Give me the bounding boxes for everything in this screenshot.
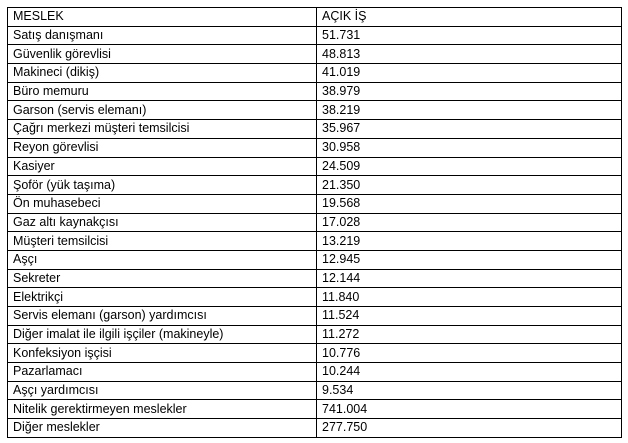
table-row <box>8 101 622 120</box>
table-row <box>8 194 622 213</box>
occupation-cell: Güvenlik görevlisi <box>8 45 317 64</box>
table-row <box>8 138 622 157</box>
open-positions-cell: 38.979 <box>317 82 622 101</box>
open-positions-cell: 17.028 <box>317 213 622 232</box>
occupation-cell: Konfeksiyon işçisi <box>8 344 317 363</box>
table-row <box>8 307 622 326</box>
occupation-vacancy-table <box>7 7 622 438</box>
occupation-cell: Aşçı yardımcısı <box>8 381 317 400</box>
table-row <box>8 381 622 400</box>
occupation-cell: Diğer meslekler <box>8 419 317 438</box>
table-header-row <box>8 8 622 27</box>
table-row <box>8 120 622 139</box>
table-row <box>8 176 622 195</box>
open-positions-cell: 10.776 <box>317 344 622 363</box>
table-row <box>8 269 622 288</box>
table-row <box>8 400 622 419</box>
table-row <box>8 419 622 438</box>
occupation-cell: Şoför (yük taşıma) <box>8 176 317 195</box>
occupation-cell: Müşteri temsilcisi <box>8 232 317 251</box>
open-positions-cell: 277.750 <box>317 419 622 438</box>
open-positions-cell: 12.144 <box>317 269 622 288</box>
open-positions-cell: 21.350 <box>317 176 622 195</box>
open-positions-cell: 41.019 <box>317 64 622 83</box>
occupation-cell: Elektrikçi <box>8 288 317 307</box>
occupation-cell: Servis elemanı (garson) yardımcısı <box>8 307 317 326</box>
occupation-cell: Büro memuru <box>8 82 317 101</box>
occupation-cell: Garson (servis elemanı) <box>8 101 317 120</box>
table-body <box>8 26 622 437</box>
open-positions-cell: 11.524 <box>317 307 622 326</box>
table-row <box>8 325 622 344</box>
occupation-cell: Makineci (dikiş) <box>8 64 317 83</box>
open-positions-cell: 38.219 <box>317 101 622 120</box>
occupation-cell: Diğer imalat ile ilgili işçiler (makineyle) <box>8 325 317 344</box>
occupation-cell: Aşçı <box>8 250 317 269</box>
occupation-cell: Gaz altı kaynakçısı <box>8 213 317 232</box>
open-positions-cell: 12.945 <box>317 250 622 269</box>
open-positions-cell: 30.958 <box>317 138 622 157</box>
occupation-cell: Satış danışmanı <box>8 26 317 45</box>
open-positions-cell: 13.219 <box>317 232 622 251</box>
table-row <box>8 232 622 251</box>
table-row <box>8 64 622 83</box>
open-positions-cell: 51.731 <box>317 26 622 45</box>
open-positions-cell: 11.272 <box>317 325 622 344</box>
open-positions-cell: 19.568 <box>317 194 622 213</box>
occupation-cell: Çağrı merkezi müşteri temsilcisi <box>8 120 317 139</box>
table-row <box>8 363 622 382</box>
occupation-cell: Sekreter <box>8 269 317 288</box>
table-row <box>8 82 622 101</box>
occupation-cell: Nitelik gerektirmeyen meslekler <box>8 400 317 419</box>
table-row <box>8 288 622 307</box>
open-positions-cell: 35.967 <box>317 120 622 139</box>
table-row <box>8 213 622 232</box>
table-row <box>8 157 622 176</box>
header-occupation: MESLEK <box>8 8 317 27</box>
table-row <box>8 45 622 64</box>
occupation-cell: Kasiyer <box>8 157 317 176</box>
occupation-cell: Ön muhasebeci <box>8 194 317 213</box>
open-positions-cell: 741.004 <box>317 400 622 419</box>
occupation-cell: Reyon görevlisi <box>8 138 317 157</box>
table-row <box>8 344 622 363</box>
open-positions-cell: 10.244 <box>317 363 622 382</box>
open-positions-cell: 48.813 <box>317 45 622 64</box>
open-positions-cell: 9.534 <box>317 381 622 400</box>
table-row <box>8 26 622 45</box>
header-open-positions: AÇIK İŞ <box>317 8 622 27</box>
table-row <box>8 250 622 269</box>
open-positions-cell: 11.840 <box>317 288 622 307</box>
occupation-cell: Pazarlamacı <box>8 363 317 382</box>
open-positions-cell: 24.509 <box>317 157 622 176</box>
occupation-table-container <box>7 7 622 438</box>
